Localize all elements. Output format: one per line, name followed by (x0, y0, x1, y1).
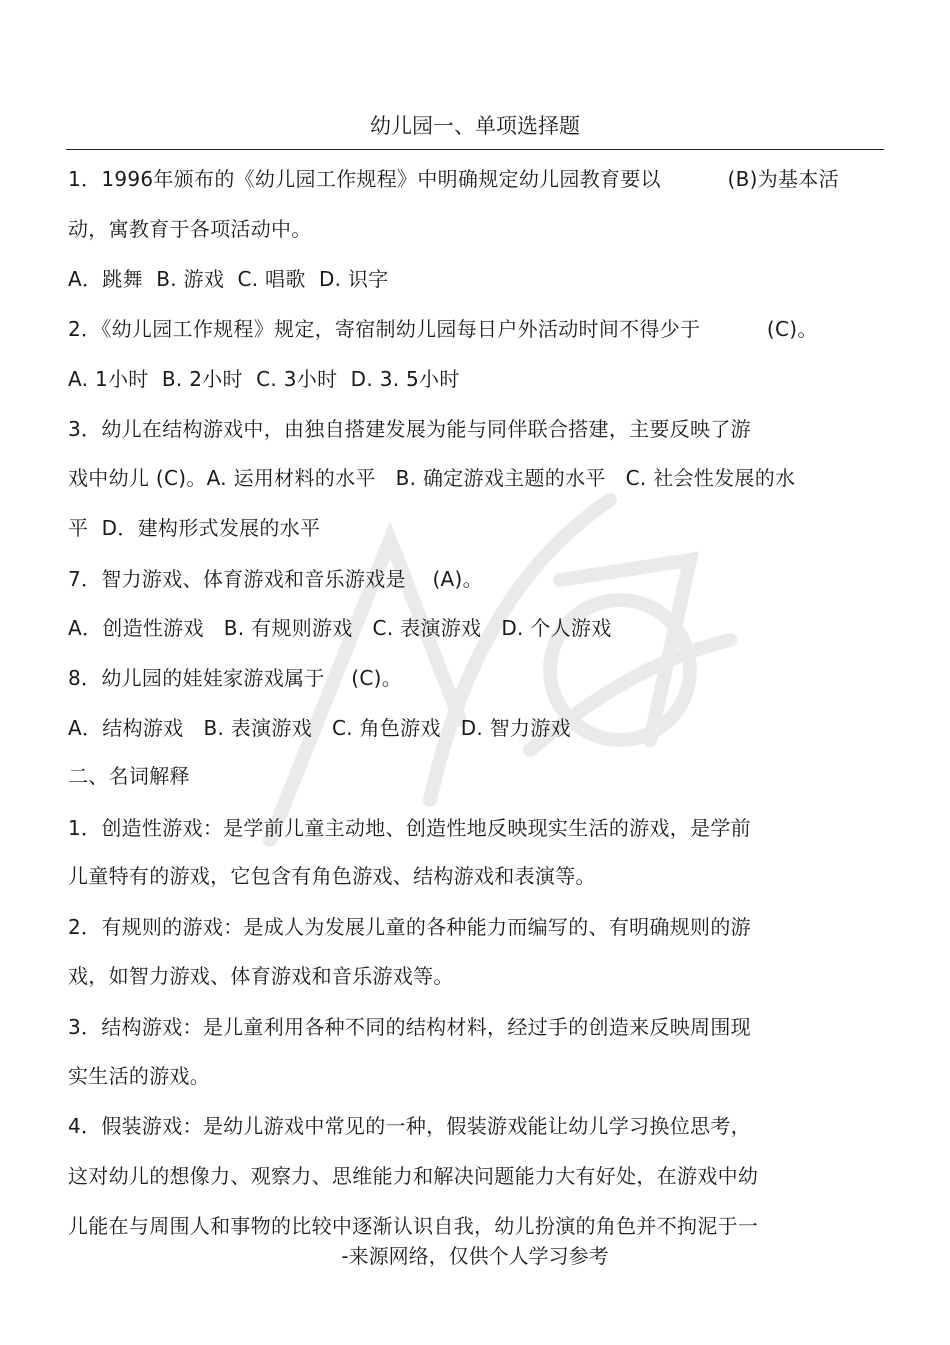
text-line: 4．假装游戏：是幼儿游戏中常见的一种，假装游戏能让幼儿学习换位思考， (68, 1114, 751, 1138)
text-line: 实生活的游戏。 (68, 1064, 211, 1088)
text-line: 3．幼儿在结构游戏中，由独自搭建发展为能与同伴联合搭建，主要反映了游 (68, 417, 751, 441)
text-line: 动，寓教育于各项活动中。 (68, 217, 312, 241)
text-line: 戏，如智力游戏、体育游戏和音乐游戏等。 (68, 964, 454, 988)
text-line: 2．有规则的游戏：是成人为发展儿童的各种能力而编写的、有明确规则的游 (68, 915, 751, 939)
text-line: 儿童特有的游戏，它包含有角色游戏、结构游戏和表演等。 (68, 864, 596, 888)
page-title: 幼儿园一、单项选择题 (370, 114, 580, 138)
text-line: 2．《幼儿园工作规程》规定，寄宿制幼儿园每日户外活动时间不得少于 (C)。 (68, 317, 818, 341)
title-divider (66, 149, 884, 150)
text-line: A．创造性游戏 B. 有规则游戏 C. 表演游戏 D. 个人游戏 (68, 616, 612, 640)
text-line: A. 1小时 B. 2小时 C. 3小时 D. 3. 5小时 (68, 367, 460, 391)
text-line: 1．创造性游戏：是学前儿童主动地、创造性地反映现实生活的游戏，是学前 (68, 816, 751, 840)
text-line: 8．幼儿园的娃娃家游戏属于 (C)。 (68, 666, 403, 690)
section-heading: 二、名词解释 (68, 764, 190, 788)
text-line: 3．结构游戏：是儿童利用各种不同的结构材料，经过手的创造来反映周围现 (68, 1015, 751, 1039)
text-line: 7．智力游戏、体育游戏和音乐游戏是 (A)。 (68, 567, 483, 591)
text-line: A．跳舞 B. 游戏 C. 唱歌 D. 识字 (68, 267, 389, 291)
text-line: 戏中幼儿 (C)。A. 运用材料的水平 B. 确定游戏主题的水平 C. 社会性发展的水 (68, 466, 796, 490)
text-line: 儿能在与周围人和事物的比较中逐渐认识自我，幼儿扮演的角色并不拘泥于一 (68, 1214, 759, 1238)
text-line: 平 D．建构形式发展的水平 (68, 516, 321, 540)
text-line: 这对幼儿的想像力、观察力、思维能力和解决问题能力大有好处，在游戏中幼 (68, 1164, 759, 1188)
page-footer: -来源网络，仅供个人学习参考 (341, 1244, 609, 1268)
text-line: 1．1996年颁布的《幼儿园工作规程》中明确规定幼儿园教育要以 (B)为基本活 (68, 167, 839, 191)
text-line: A．结构游戏 B. 表演游戏 C. 角色游戏 D. 智力游戏 (68, 716, 571, 740)
